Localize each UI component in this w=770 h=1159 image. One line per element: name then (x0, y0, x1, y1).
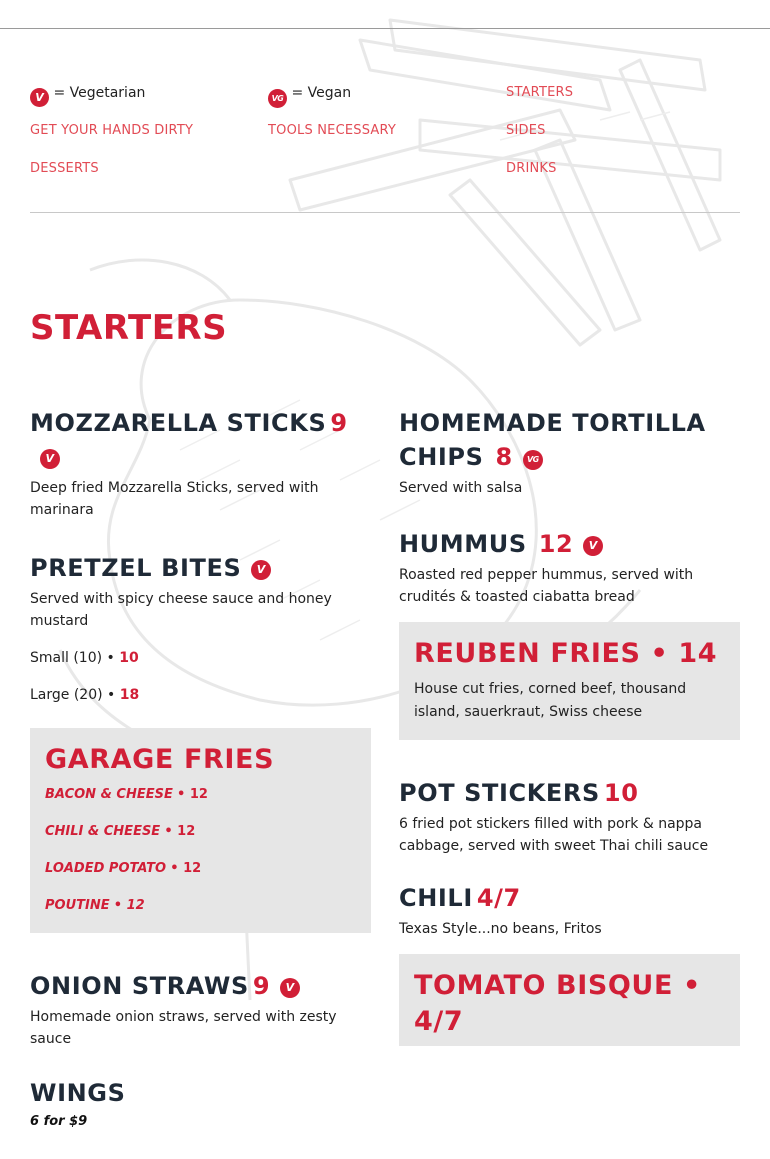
vegetarian-badge-icon: V (280, 978, 300, 998)
item-name-line1: HOMEMADE TORTILLA (399, 409, 706, 437)
option-label: Small (10) • (30, 650, 115, 666)
option-label: BACON & CHEESE (45, 787, 173, 802)
feature-title: GARAGE FRIES (45, 744, 275, 775)
item-option-large (30, 684, 371, 706)
vegetarian-badge-icon: V (30, 88, 49, 107)
legend-vegan (268, 82, 351, 108)
item-option-small (30, 647, 371, 669)
item-price: 10 (603, 779, 639, 807)
item-heading (399, 881, 740, 915)
item-name: HUMMUS (399, 530, 527, 558)
nav-link-starters[interactable]: STARTERS (506, 85, 574, 100)
nav-link-tools-necessary[interactable]: TOOLS NECESSARY (268, 123, 397, 138)
menu-column-left (30, 406, 371, 1159)
feature-title: TOMATO BISQUE • 4/7 (414, 970, 701, 1037)
nav-link-get-your-hands-dirty[interactable]: GET YOUR HANDS DIRTY (30, 123, 194, 138)
garage-option (45, 821, 356, 843)
vegetarian-badge-icon: V (583, 536, 603, 556)
garage-option (45, 784, 356, 806)
vegetarian-badge-icon: V (251, 560, 271, 580)
item-description: Served with spicy cheese sauce and honey mustard (30, 591, 332, 629)
garage-option (45, 858, 356, 880)
feature-description: House cut fries, corned beef, thousand island, sauerkraut, Swiss cheese (414, 681, 687, 720)
item-price: 12 (538, 530, 574, 558)
menu-item-hummus (399, 527, 740, 608)
vegetarian-label: = Vegetarian (53, 85, 146, 101)
legend-vegetarian (30, 82, 145, 107)
option-price: 18 (119, 687, 140, 703)
menu-item-mozzarella-sticks (30, 406, 371, 521)
item-heading (30, 551, 371, 585)
nav-link-desserts[interactable]: DESSERTS (30, 161, 99, 176)
nav-link-drinks[interactable]: DRINKS (506, 161, 557, 176)
item-description: 6 fried pot stickers filled with pork & nappa cabbage, served with sweet Thai chili sauce (399, 816, 709, 854)
vegan-badge-icon: VG (523, 450, 543, 470)
item-heading (399, 527, 740, 561)
item-subtitle: 6 for $9 (30, 1114, 88, 1129)
item-price: 9 (252, 972, 271, 1000)
menu-column-right (399, 406, 740, 1082)
option-price: • 12 (113, 898, 145, 913)
item-heading (30, 406, 371, 474)
item-name: ONION STRAWS (30, 972, 249, 1000)
vegetarian-badge-icon: V (40, 449, 60, 469)
item-price: 9 (330, 409, 348, 437)
option-price: • 12 (170, 861, 202, 876)
option-price: • 12 (164, 824, 196, 839)
top-divider (0, 28, 770, 29)
menu-item-tortilla-chips (399, 406, 740, 499)
item-description: Texas Style...no beans, Fritos (399, 921, 602, 937)
item-name: WINGS (30, 1079, 126, 1107)
menu-item-pot-stickers (399, 776, 740, 857)
legend-divider (30, 212, 740, 213)
option-price: 10 (119, 650, 139, 666)
item-heading (399, 776, 740, 810)
item-name: MOZZARELLA STICKS (30, 409, 327, 437)
option-label: CHILI & CHEESE (45, 824, 161, 839)
item-description: Served with salsa (399, 480, 523, 496)
item-description: Homemade onion straws, served with zesty sauce (30, 1009, 337, 1047)
item-name-line2: CHIPS (399, 443, 484, 471)
option-label: LOADED POTATO (45, 861, 167, 876)
item-name: CHILI (399, 884, 473, 912)
section-title: STARTERS (30, 308, 228, 348)
feature-box-tomato-bisque (399, 954, 740, 1046)
item-description: Roasted red pepper hummus, served with crudités & toasted ciabatta bread (399, 567, 694, 605)
feature-box-garage-fries (30, 728, 371, 933)
item-name: PRETZEL BITES (30, 554, 242, 582)
item-heading (399, 406, 740, 474)
menu-item-onion-straws (30, 969, 371, 1050)
item-heading (30, 969, 371, 1003)
menu-item-pretzel-bites (30, 551, 371, 706)
feature-title: REUBEN FRIES • 14 (414, 638, 718, 669)
item-price: 4/7 (476, 884, 521, 912)
vegan-badge-icon: VG (268, 89, 287, 108)
menu-item-wings (30, 1076, 371, 1129)
nav-link-sides[interactable]: SIDES (506, 123, 546, 138)
feature-box-reuben-fries (399, 622, 740, 740)
item-description: Deep fried Mozzarella Sticks, served with marinara (30, 480, 319, 518)
item-heading (30, 1076, 371, 1110)
vegan-label: = Vegan (291, 85, 352, 101)
item-price: 8 (495, 443, 513, 471)
option-price: • 12 (177, 787, 208, 802)
item-name: POT STICKERS (399, 779, 600, 807)
menu-item-chili (399, 881, 740, 940)
option-label: Large (20) • (30, 687, 116, 703)
garage-option (45, 895, 356, 917)
option-label: POUTINE (45, 898, 110, 913)
